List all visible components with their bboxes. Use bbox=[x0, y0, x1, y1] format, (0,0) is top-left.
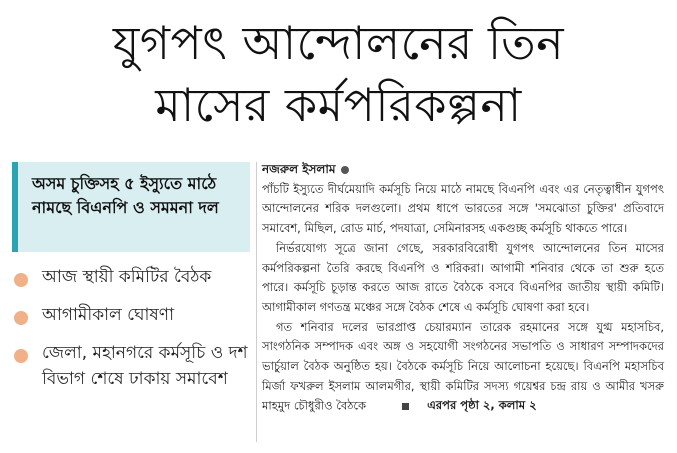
sidebar-bullet-text: আগামীকাল ঘোষণা bbox=[42, 305, 175, 325]
continuation-jump bbox=[402, 396, 537, 416]
byline-dot-icon bbox=[341, 166, 349, 174]
byline bbox=[262, 160, 664, 180]
sidebar-bullet-text: জেলা, মহানগরে কর্মসূচি ও দশ বিভাগ শেষে ঢাকায় সমাবেশ bbox=[42, 343, 248, 389]
article-paragraph-2: নির্ভরযোগ্য সূত্রে জানা গেছে, সরকারবিরোধী যুগপৎ আন্দোলনের তিন মাসের কর্মপরিকল্পনা তৈরি করছে বিএনপি ও শরিকরা। আগামী শনিবার থেকে তা শুরু হতে পারে। কর্মসূচি চূড়ান্ত করতে আজ রাতে বৈঠকে বসবে বিএনপির জাতীয় স্থায়ী কমিটি। আগামীকাল গণতন্ত্র মঞ্চের সঙ্গে বৈঠক শেষে এ কর্মসূচি ঘোষণা করা হবে। bbox=[262, 240, 664, 314]
sidebar-topbox-text: অসম চুক্তিসহ ৫ ইস্যুতে মাঠে নামছে বিএনপি ও সমমনা দল bbox=[32, 174, 219, 217]
headline-line-1: যুগপৎ আন্দোলনের তিন bbox=[112, 16, 565, 70]
jump-text: এরপর পৃষ্ঠা ২, কলাম ২ bbox=[427, 398, 537, 413]
article-paragraph-3-text: গত শনিবার দলের ভারপ্রাপ্ত চেয়ারম্যান তারেক রহমানের সঙ্গে যুগ্ম মহাসচিব, সাংগঠনিক সম্পাদক এবং অঙ্গ ও সহযোগী সংগঠনের সভাপতি ও সাধারণ সম্পাদকদের ভার্চুয়াল বৈঠক অনুষ্ঠিত হয়। বৈঠকে কর্মসূচি নিয়ে আলোচনা হয়েছে। বিএনপি মহাসচিব মির্জা ফখরুল ইসলাম আলমগীর, স্থায়ী কমিটির সদস্য গয়েশ্বর চন্দ্র রায় ও আমীর খসরু মাহমুদ চৌধুরীও বৈঠকে bbox=[262, 319, 664, 413]
sidebar-bullet-item bbox=[14, 302, 250, 328]
sidebar-bullet-item bbox=[14, 264, 250, 290]
sidebar-topbox bbox=[12, 162, 250, 252]
column-divider bbox=[256, 162, 257, 442]
bullet-dot-icon bbox=[14, 273, 28, 287]
headline bbox=[0, 0, 677, 150]
sidebar-bullet-list bbox=[12, 264, 250, 392]
article-paragraph-3 bbox=[262, 318, 664, 417]
headline-line-2: মাসের কর্মপরিকল্পনা bbox=[155, 78, 522, 132]
bullet-dot-icon bbox=[14, 349, 28, 363]
byline-author: নজরুল ইসলাম bbox=[262, 162, 336, 176]
sidebar-highlights bbox=[12, 162, 250, 453]
bullet-dot-icon bbox=[14, 311, 28, 325]
article-body bbox=[262, 160, 664, 416]
jump-square-icon bbox=[402, 403, 409, 410]
sidebar-bullet-item bbox=[14, 340, 250, 392]
sidebar-bullet-text: আজ স্থায়ী কমিটির বৈঠক bbox=[42, 267, 212, 287]
article-paragraph-1: পাঁচটি ইস্যুতে দীর্ঘমেয়াদি কর্মসূচি নিয়ে মাঠে নামছে বিএনপি এবং এর নেতৃত্বাধীন যুগপৎ আন্দোলনের শরিক দলগুলো। প্রথম ধাপে ভারতের সঙ্গে 'সমঝোতা চুক্তির' প্রতিবাদে সমাবেশ, মিছিল, রোড মার্চ, পদযাত্রা, সেমিনারসহ একগুচ্ছ কর্মসূচি থাকতে পারে। bbox=[262, 181, 664, 236]
